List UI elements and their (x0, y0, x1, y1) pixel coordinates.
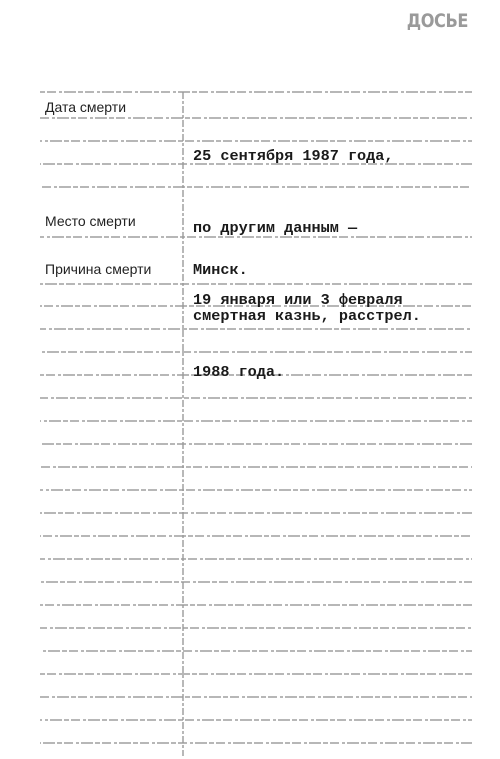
value-line: 19 января или 3 февраля (193, 291, 403, 309)
value-line: по другим данным — (193, 219, 358, 237)
value-line: смертная казнь, расстрел. (193, 307, 421, 325)
row-label-death-place: Место смерти (45, 213, 136, 229)
dossier-header: ДОСЬЕ (406, 10, 468, 32)
row-label-death-cause: Причина смерти (45, 261, 152, 277)
value-line: Минск. (193, 261, 248, 279)
value-line: 1988 года. (193, 363, 285, 381)
row-value-death-cause (193, 256, 493, 376)
value-line: 25 сентября 1987 года, (193, 147, 394, 165)
row-label-death-date: Дата смерти (45, 99, 127, 115)
